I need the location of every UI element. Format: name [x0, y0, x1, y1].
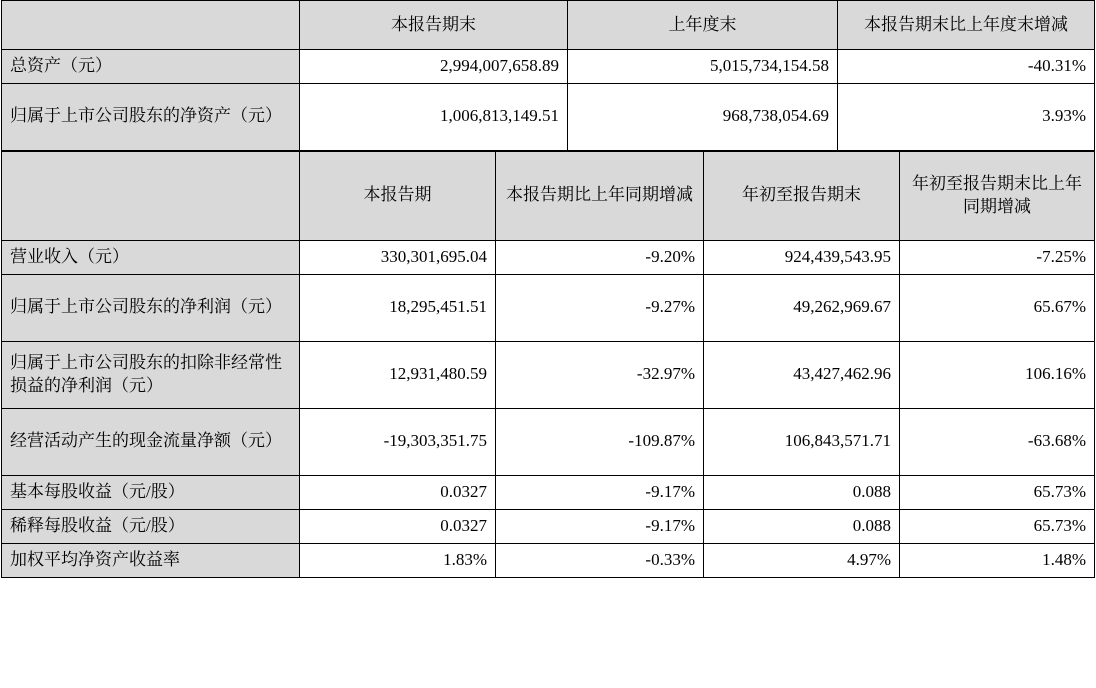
- table-cell: -9.27%: [496, 274, 704, 341]
- table-cell: 0.0327: [300, 509, 496, 543]
- corner-cell: [2, 1, 300, 50]
- table-cell: 4.97%: [704, 543, 900, 577]
- table-cell: 1,006,813,149.51: [300, 83, 568, 150]
- column-header: 本报告期: [300, 151, 496, 240]
- column-header: 本报告期比上年同期增减: [496, 151, 704, 240]
- column-header: 本报告期末: [300, 1, 568, 50]
- table-cell: 5,015,734,154.58: [568, 50, 838, 84]
- column-header: 本报告期末比上年度末增减: [838, 1, 1095, 50]
- corner-cell: [2, 151, 300, 240]
- table-header-row: [2, 1, 1095, 50]
- table-cell: 924,439,543.95: [704, 240, 900, 274]
- table-cell: 65.67%: [900, 274, 1095, 341]
- table-cell: -9.17%: [496, 475, 704, 509]
- table-row: [2, 341, 1095, 408]
- row-label: 经营活动产生的现金流量净额（元）: [2, 408, 300, 475]
- table-cell: 1.48%: [900, 543, 1095, 577]
- row-label: 营业收入（元）: [2, 240, 300, 274]
- table-cell: 18,295,451.51: [300, 274, 496, 341]
- table-cell: 43,427,462.96: [704, 341, 900, 408]
- table-row: [2, 50, 1095, 84]
- table-row: [2, 509, 1095, 543]
- table-cell: -0.33%: [496, 543, 704, 577]
- row-label: 归属于上市公司股东的净利润（元）: [2, 274, 300, 341]
- table-row: [2, 475, 1095, 509]
- balance-summary-table: [1, 0, 1095, 151]
- table-cell: -9.20%: [496, 240, 704, 274]
- table-cell: -40.31%: [838, 50, 1095, 84]
- column-header: 上年度末: [568, 1, 838, 50]
- table-cell: 12,931,480.59: [300, 341, 496, 408]
- row-label: 加权平均净资产收益率: [2, 543, 300, 577]
- table-cell: -19,303,351.75: [300, 408, 496, 475]
- table-row: [2, 543, 1095, 577]
- table-cell: 3.93%: [838, 83, 1095, 150]
- table-cell: 0.0327: [300, 475, 496, 509]
- row-label: 基本每股收益（元/股）: [2, 475, 300, 509]
- table-header-row: [2, 151, 1095, 240]
- income-summary-table: [1, 151, 1095, 578]
- table-cell: -63.68%: [900, 408, 1095, 475]
- row-label: 总资产（元）: [2, 50, 300, 84]
- row-label: 归属于上市公司股东的净资产（元）: [2, 83, 300, 150]
- table-cell: 65.73%: [900, 475, 1095, 509]
- table-row: [2, 240, 1095, 274]
- table-row: [2, 408, 1095, 475]
- table-cell: -32.97%: [496, 341, 704, 408]
- table-row: [2, 83, 1095, 150]
- table-cell: 1.83%: [300, 543, 496, 577]
- table-cell: 106.16%: [900, 341, 1095, 408]
- table-cell: -109.87%: [496, 408, 704, 475]
- table-cell: 49,262,969.67: [704, 274, 900, 341]
- table-cell: 106,843,571.71: [704, 408, 900, 475]
- table-cell: 968,738,054.69: [568, 83, 838, 150]
- table-cell: 0.088: [704, 475, 900, 509]
- table-cell: 2,994,007,658.89: [300, 50, 568, 84]
- column-header: 年初至报告期末比上年同期增减: [900, 151, 1095, 240]
- table-cell: 330,301,695.04: [300, 240, 496, 274]
- table-cell: -9.17%: [496, 509, 704, 543]
- column-header: 年初至报告期末: [704, 151, 900, 240]
- table-cell: 0.088: [704, 509, 900, 543]
- row-label: 稀释每股收益（元/股）: [2, 509, 300, 543]
- table-cell: -7.25%: [900, 240, 1095, 274]
- row-label: 归属于上市公司股东的扣除非经常性损益的净利润（元）: [2, 341, 300, 408]
- table-cell: 65.73%: [900, 509, 1095, 543]
- table-row: [2, 274, 1095, 341]
